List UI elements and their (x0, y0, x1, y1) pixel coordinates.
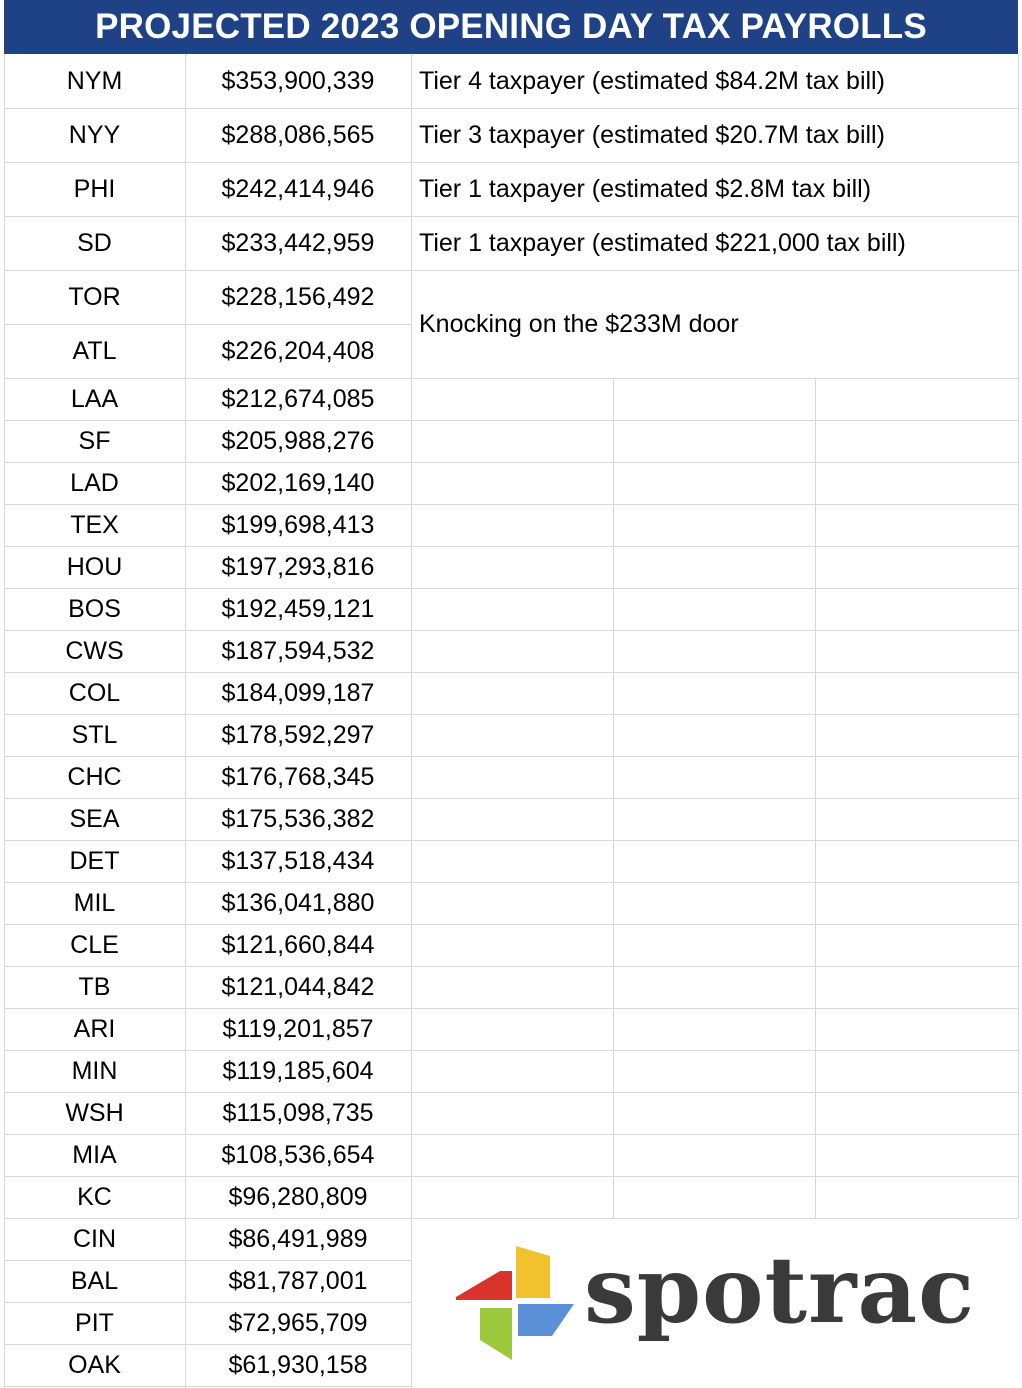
payroll-cell: $226,204,408 (221, 336, 375, 365)
tax-note-cell: Knocking on the $233M door (419, 309, 739, 338)
grid-line (185, 54, 186, 1388)
team-cell: CHC (67, 762, 122, 791)
payroll-cell: $205,988,276 (221, 426, 375, 455)
table-title: PROJECTED 2023 OPENING DAY TAX PAYROLLS (4, 0, 1018, 54)
payroll-cell: $187,594,532 (221, 636, 375, 665)
grid-line (411, 966, 1018, 967)
team-cell: BOS (68, 594, 121, 623)
grid-line (411, 672, 1018, 673)
grid-line (411, 420, 1018, 421)
payroll-cell: $184,099,187 (221, 678, 375, 707)
grid-line (411, 1008, 1018, 1009)
team-cell: OAK (68, 1350, 121, 1379)
team-cell: MIA (72, 1140, 117, 1169)
team-cell: PIT (75, 1308, 114, 1337)
team-cell: NYY (68, 120, 121, 149)
grid-line (411, 798, 1018, 799)
grid-line (411, 378, 1018, 379)
tax-note-cell: Tier 1 taxpayer (estimated $221,000 tax bill) (419, 228, 906, 257)
payroll-cell: $86,491,989 (228, 1224, 368, 1253)
payroll-cell: $197,293,816 (221, 552, 375, 581)
payroll-cell: $202,169,140 (221, 468, 375, 497)
payroll-cell: $212,674,085 (221, 384, 375, 413)
team-cell: TB (78, 972, 111, 1001)
team-cell: STL (71, 720, 118, 749)
logo-green-piece (480, 1308, 512, 1360)
spotrac-logo-icon (452, 1242, 580, 1364)
team-cell: HOU (66, 552, 123, 581)
payroll-cell: $199,698,413 (221, 510, 375, 539)
team-cell: CLE (70, 930, 119, 959)
logo-blue-piece (518, 1304, 574, 1336)
payroll-cell: $228,156,492 (221, 282, 375, 311)
team-cell: SEA (69, 804, 120, 833)
grid-line (411, 588, 1018, 589)
grid-line (411, 714, 1018, 715)
tax-note-cell: Tier 1 taxpayer (estimated $2.8M tax bill) (419, 174, 872, 203)
team-cell: COL (68, 678, 121, 707)
payroll-cell: $136,041,880 (221, 888, 375, 917)
grid-line (411, 630, 1018, 631)
payroll-cell: $178,592,297 (221, 720, 375, 749)
team-cell: LAD (70, 468, 119, 497)
payroll-cell: $121,660,844 (221, 930, 375, 959)
payroll-cell: $288,086,565 (221, 120, 375, 149)
grid-line (411, 462, 1018, 463)
grid-line (4, 54, 5, 1388)
tax-note-cell: Tier 4 taxpayer (estimated $84.2M tax bill) (419, 66, 885, 95)
grid-line (411, 1134, 1018, 1135)
team-cell: LAA (70, 384, 119, 413)
payroll-cell: $121,044,842 (221, 972, 375, 1001)
payroll-cell: $175,536,382 (221, 804, 375, 833)
grid-line (411, 1092, 1018, 1093)
payroll-cell: $242,414,946 (221, 174, 375, 203)
payroll-cell: $233,442,959 (221, 228, 375, 257)
grid-line (411, 840, 1018, 841)
team-cell: PHI (73, 174, 116, 203)
grid-line (411, 924, 1018, 925)
team-cell: MIL (73, 888, 116, 917)
payroll-cell: $72,965,709 (228, 1308, 368, 1337)
spotrac-wordmark: spotrac (584, 1236, 976, 1344)
team-cell: DET (69, 846, 120, 875)
payroll-cell: $96,280,809 (228, 1182, 368, 1211)
payroll-cell: $108,536,654 (221, 1140, 375, 1169)
team-cell: NYM (66, 66, 123, 95)
grid-line (411, 54, 412, 1388)
team-cell: SF (78, 426, 111, 455)
payroll-cell: $137,518,434 (221, 846, 375, 875)
grid-line (411, 1050, 1018, 1051)
team-cell: SD (77, 228, 112, 257)
payroll-cell: $61,930,158 (228, 1350, 368, 1379)
team-cell: ATL (72, 336, 117, 365)
tax-note-cell: Tier 3 taxpayer (estimated $20.7M tax bill) (419, 120, 885, 149)
team-cell: KC (77, 1182, 112, 1211)
grid-line (411, 504, 1018, 505)
team-cell: CWS (65, 636, 124, 665)
grid-line (411, 756, 1018, 757)
team-cell: CIN (72, 1224, 117, 1253)
team-cell: BAL (70, 1266, 119, 1295)
payroll-cell: $176,768,345 (221, 762, 375, 791)
team-cell: WSH (65, 1098, 124, 1127)
payroll-cell: $353,900,339 (221, 66, 375, 95)
grid-line (815, 378, 816, 1218)
grid-line (613, 378, 614, 1218)
payroll-cell: $115,098,735 (222, 1098, 374, 1127)
logo-yellow-piece (516, 1246, 550, 1298)
grid-line (411, 882, 1018, 883)
payroll-cell: $119,185,604 (222, 1056, 374, 1085)
team-cell: TEX (70, 510, 119, 539)
logo-red-piece (456, 1271, 512, 1300)
team-cell: TOR (68, 282, 121, 311)
payroll-cell: $81,787,001 (228, 1266, 368, 1295)
team-cell: ARI (73, 1014, 116, 1043)
grid-line (1018, 54, 1019, 1218)
team-cell: MIN (71, 1056, 118, 1085)
payroll-cell: $119,201,857 (222, 1014, 374, 1043)
grid-line (411, 1176, 1018, 1177)
grid-line (4, 1386, 411, 1387)
payroll-cell: $192,459,121 (221, 594, 375, 623)
grid-line (411, 546, 1018, 547)
grid-line (411, 1218, 1018, 1219)
